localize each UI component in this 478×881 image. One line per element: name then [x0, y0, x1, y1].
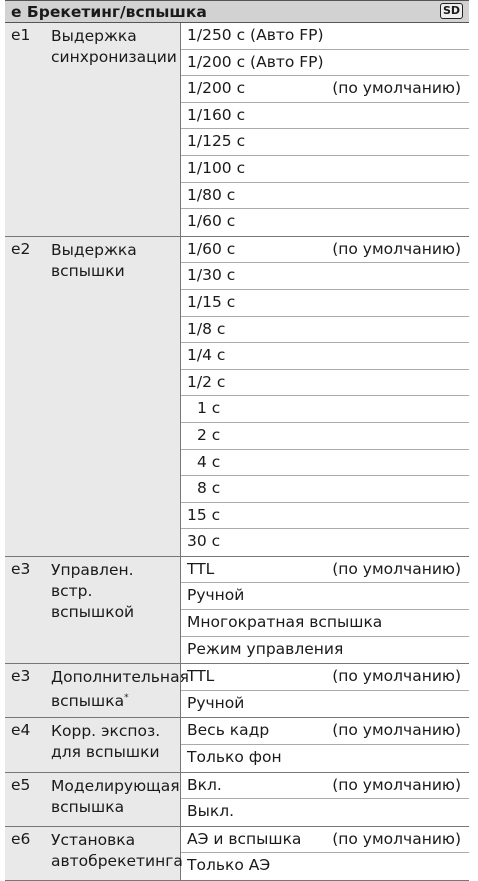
- setting-name-text: Дополнительная: [51, 668, 189, 687]
- setting-options: [180, 827, 469, 880]
- option-value: TTL: [187, 667, 215, 686]
- option-value: 1/160 с: [187, 105, 246, 124]
- table-header: [5, 0, 469, 23]
- setting-name-text: Выдержка: [51, 240, 137, 259]
- setting-name: [51, 667, 189, 712]
- option-value: Режим управления: [187, 639, 344, 658]
- default-note: (по умолчанию): [332, 79, 461, 98]
- setting-group-e3: [5, 557, 469, 664]
- option-row: [181, 343, 469, 370]
- setting-name-line: [51, 240, 137, 261]
- setting-group-e1: [5, 23, 469, 237]
- setting-name-line: [51, 261, 137, 282]
- option-value: 1/8 с: [187, 319, 226, 338]
- setting-name: [51, 560, 134, 623]
- setting-code: e6: [11, 829, 31, 848]
- section-title: e Брекетинг/вспышка: [11, 3, 207, 21]
- option-row: [181, 50, 469, 77]
- setting-name-line: [51, 602, 134, 623]
- option-value: 1/200 с: [187, 79, 246, 98]
- option-row: [181, 23, 469, 50]
- sd-card-icon: SD: [440, 3, 463, 19]
- option-row: [181, 583, 469, 610]
- option-row: [181, 76, 469, 103]
- option-value: Только АЭ: [187, 856, 271, 875]
- settings-table: [5, 0, 469, 881]
- setting-name-text: Управлен.: [51, 560, 134, 579]
- option-value: 1/4 с: [187, 346, 226, 365]
- setting-name-text: вспышка: [51, 797, 125, 816]
- default-note: (по умолчанию): [332, 775, 461, 794]
- option-row: [181, 557, 469, 584]
- option-value: Вкл.: [187, 775, 222, 794]
- setting-options: [180, 718, 469, 771]
- setting-name-line: [51, 667, 189, 688]
- option-value: TTL: [187, 559, 215, 578]
- setting-options: [180, 23, 469, 236]
- setting-label-cell: [5, 827, 183, 880]
- option-value: 1/200 с (Авто FP): [187, 52, 324, 71]
- setting-name: [51, 240, 137, 282]
- option-value: Весь кадр: [187, 721, 270, 740]
- option-row: [181, 773, 469, 800]
- option-row: [181, 237, 469, 264]
- setting-name-text: вспышка: [51, 692, 125, 711]
- setting-name-line: [51, 688, 189, 712]
- setting-name-text: Моделирующая: [51, 776, 180, 795]
- option-row: [181, 423, 469, 450]
- option-value: АЭ и вспышка: [187, 829, 302, 848]
- setting-name-line: [51, 851, 183, 872]
- option-row: [181, 317, 469, 344]
- option-row: [181, 503, 469, 530]
- option-value: 1/250 с (Авто FP): [187, 26, 324, 44]
- setting-name-line: [51, 560, 134, 581]
- setting-name: [51, 26, 177, 68]
- option-row: [181, 610, 469, 637]
- setting-name-text: встр.: [51, 581, 93, 600]
- option-row: [181, 263, 469, 290]
- setting-options: [180, 773, 469, 826]
- option-row: [181, 156, 469, 183]
- setting-name-text: вспышкой: [51, 602, 135, 621]
- option-row: [181, 799, 469, 826]
- setting-name-text: для вспышки: [51, 743, 160, 762]
- setting-label-cell: [5, 664, 189, 717]
- setting-name-text: вспышки: [51, 261, 125, 280]
- setting-name-text: автобрекетинга: [51, 851, 183, 870]
- setting-code: e3: [11, 667, 31, 686]
- setting-code: e2: [11, 239, 31, 258]
- footnote-mark: *: [124, 693, 129, 704]
- option-value: 1/60 с: [187, 239, 236, 258]
- option-row: [181, 450, 469, 477]
- option-row: [181, 664, 469, 691]
- setting-name: [51, 721, 160, 763]
- default-note: (по умолчанию): [332, 239, 461, 258]
- option-value: 1/60 с: [187, 212, 236, 231]
- option-value: 2 с: [197, 425, 221, 444]
- setting-name-text: синхронизации: [51, 48, 177, 66]
- option-value: 30 с: [187, 532, 221, 551]
- setting-name-line: [51, 776, 180, 797]
- option-row: [181, 745, 469, 772]
- default-note: (по умолчанию): [332, 559, 461, 578]
- setting-name-line: [51, 742, 160, 763]
- setting-group-e6: [5, 827, 469, 881]
- setting-label-cell: [5, 773, 180, 826]
- setting-name-text: Выдержка: [51, 27, 137, 45]
- setting-group-e4: [5, 718, 469, 772]
- option-row: [181, 396, 469, 423]
- option-row: [181, 476, 469, 503]
- setting-name-line: [51, 47, 177, 68]
- option-row: [181, 529, 469, 556]
- setting-name-line: [51, 26, 177, 47]
- setting-options: [180, 557, 469, 663]
- setting-label-cell: [5, 237, 180, 556]
- setting-label-cell: [5, 718, 180, 771]
- option-row: [181, 183, 469, 210]
- option-value: 1/80 с: [187, 185, 236, 204]
- option-row: [181, 129, 469, 156]
- setting-name-text: Установка: [51, 830, 136, 849]
- setting-name-line: [51, 581, 134, 602]
- option-row: [181, 290, 469, 317]
- setting-code: e1: [11, 26, 31, 44]
- option-row: [181, 637, 469, 664]
- setting-name: [51, 830, 183, 872]
- setting-groups: [5, 23, 469, 881]
- option-row: [181, 827, 469, 854]
- setting-code: e3: [11, 559, 31, 578]
- setting-options: [180, 664, 469, 717]
- option-value: 1/100 с: [187, 158, 246, 177]
- option-value: 8 с: [197, 479, 221, 498]
- option-value: 1/2 с: [187, 372, 226, 391]
- option-value: 1 с: [197, 399, 221, 418]
- option-row: [181, 370, 469, 397]
- setting-group-e5: [5, 773, 469, 827]
- option-value: Только фон: [187, 748, 282, 767]
- option-row: [181, 718, 469, 745]
- setting-name-line: [51, 721, 160, 742]
- default-note: (по умолчанию): [332, 829, 461, 848]
- option-row: [181, 209, 469, 236]
- setting-group-e2: [5, 237, 469, 557]
- option-value: 1/15 с: [187, 292, 236, 311]
- option-value: 1/30 с: [187, 266, 236, 285]
- setting-group-e3: [5, 664, 469, 718]
- setting-label-cell: [5, 557, 180, 663]
- setting-code: e4: [11, 721, 31, 740]
- setting-name-line: [51, 830, 183, 851]
- option-row: [181, 691, 469, 718]
- option-value: 15 с: [187, 505, 221, 524]
- option-row: [181, 103, 469, 130]
- default-note: (по умолчанию): [332, 721, 461, 740]
- default-note: (по умолчанию): [332, 667, 461, 686]
- setting-code: e5: [11, 775, 31, 794]
- setting-name-line: [51, 797, 180, 818]
- option-value: 1/125 с: [187, 132, 246, 151]
- setting-options: [180, 237, 469, 556]
- option-row: [181, 853, 469, 880]
- option-value: Выкл.: [187, 802, 235, 821]
- setting-label-cell: [5, 23, 180, 236]
- option-value: Ручной: [187, 586, 245, 605]
- option-value: Ручной: [187, 693, 245, 712]
- option-value: 4 с: [197, 452, 221, 471]
- option-value: Многократная вспышка: [187, 613, 383, 632]
- setting-name-text: Корр. экспоз.: [51, 722, 161, 741]
- setting-name: [51, 776, 180, 818]
